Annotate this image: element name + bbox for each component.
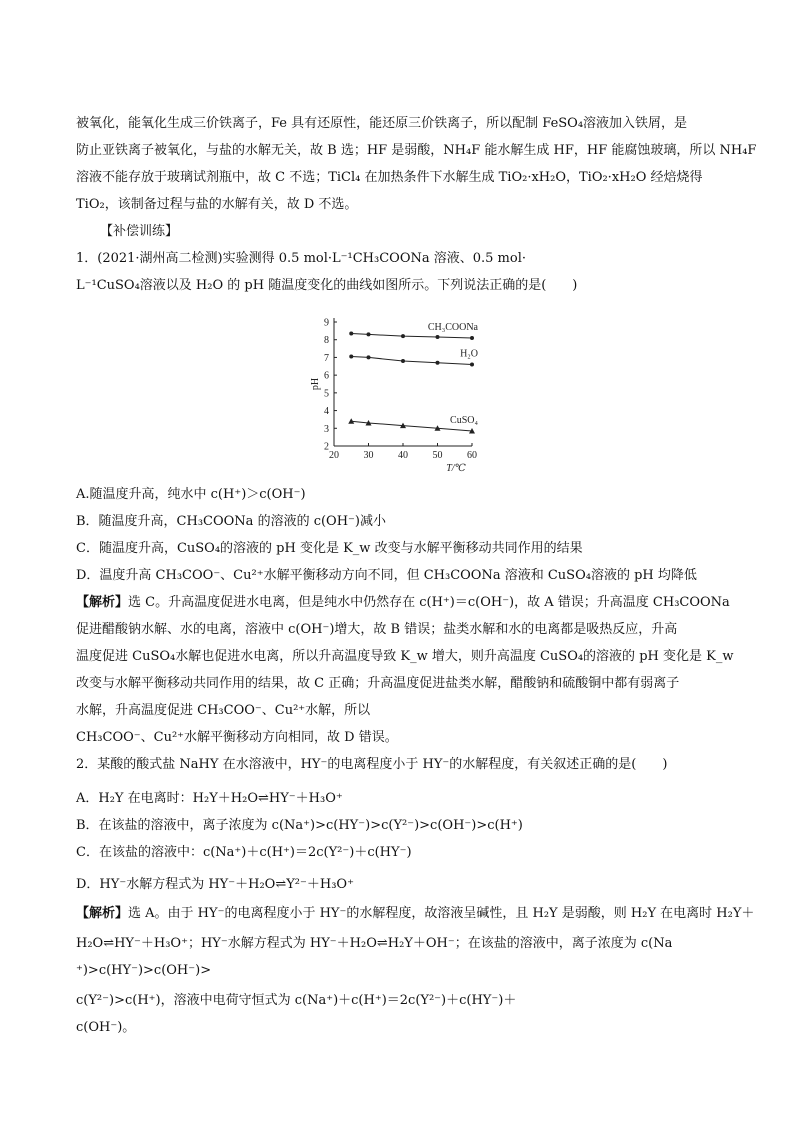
y-tick-label: 4	[324, 406, 329, 418]
analysis-label: 【解析】	[76, 906, 129, 921]
q2-option-c: C．在该盐的溶液中：c(Na⁺)＋c(H⁺)＝2c(Y²⁻)＋c(HY⁻)	[76, 845, 412, 860]
data-point	[367, 332, 371, 336]
x-tick-label: 20	[329, 450, 339, 461]
q1-option-a: A.随温度升高，纯水中 c(H⁺)＞c(OH⁻)	[76, 487, 306, 502]
y-tick-label: 9	[324, 317, 329, 329]
data-point	[436, 361, 440, 365]
x-tick-label: 30	[363, 450, 374, 461]
y-tick-label: 3	[324, 423, 329, 435]
q1-option-d: D．温度升高 CH₃COO⁻、Cu²⁺水解平衡移动方向不同，但 CH₃COONa 溶液和 CuSO₄溶液的 pH 均降低	[76, 568, 697, 583]
x-tick-label: 60	[467, 450, 477, 461]
series-label: CH₃COONa	[427, 321, 478, 333]
chart-svg	[300, 308, 500, 478]
intro-line: 被氧化，能氧化生成三价铁离子，Fe 具有还原性，能还原三价铁离子，所以配制 FeSO₄溶液加入铁屑，是	[76, 116, 688, 131]
intro-line: TiO₂，该制备过程与盐的水解有关，故 D 不选。	[76, 197, 358, 212]
q2-analysis-line: c(OH⁻)。	[76, 1020, 136, 1035]
data-point	[436, 335, 440, 339]
y-tick-label: 6	[324, 370, 329, 382]
q1-analysis-line: CH₃COO⁻、Cu²⁺水解平衡移动方向相同，故 D 错误。	[76, 730, 398, 745]
y-tick-label: 5	[324, 388, 329, 400]
q2-option-b: B．在该盐的溶液中，离子浓度为 c(Na⁺)>c(HY⁻)>c(Y²⁻)>c(OH⁻)>c(H⁺)	[76, 818, 523, 833]
analysis-text: 选 A。由于 HY⁻的电离程度小于 HY⁻的水解程度，故溶液呈碱性，且 H₂Y 是弱酸，则 H₂Y 在电离时 H₂Y＋	[128, 906, 755, 921]
analysis-text: 选 C。升高温度促进水电离，但是纯水中仍然存在 c(H⁺)＝c(OH⁻)，故 A 错误；升高温度 CH₃COONa	[128, 595, 730, 610]
x-tick-label: 40	[398, 450, 408, 461]
q1-analysis-line-1	[76, 594, 730, 612]
data-point	[470, 336, 474, 340]
q2-analysis-line: ⁺)>c(HY⁻)>c(OH⁻)>	[76, 963, 212, 978]
q2-option-d: D．HY⁻水解方程式为 HY⁻＋H₂O⇌Y²⁻＋H₃O⁺	[76, 877, 354, 892]
y-tick-label: 8	[324, 335, 329, 347]
x-tick-label: 50	[432, 450, 443, 461]
x-axis-label: T/℃	[446, 463, 466, 474]
data-point	[349, 355, 353, 359]
q1-analysis-line: 改变与水解平衡移动共同作用的结果，故 C 正确；升高温度促进盐类水解，醋酸钠和硫酸铜中都有弱离子	[76, 676, 680, 691]
series-label: H₂O	[460, 348, 478, 360]
q2-analysis-line-1	[76, 905, 754, 923]
data-point	[470, 363, 474, 367]
q2-analysis-line: c(Y²⁻)>c(H⁺)，溶液中电荷守恒式为 c(Na⁺)＋c(H⁺)＝2c(Y²⁻)＋c(HY⁻)＋	[76, 993, 517, 1008]
data-point	[401, 334, 405, 338]
ph-temperature-chart	[300, 308, 500, 478]
q1-option-c: C．随温度升高，CuSO₄的溶液的 pH 变化是 K_w 改变与水解平衡移动共同作用的结果	[76, 541, 583, 556]
y-tick-label: 7	[324, 352, 329, 364]
q2-analysis-line: H₂O⇌HY⁻＋H₃O⁺；HY⁻水解方程式为 HY⁻＋H₂O⇌H₂Y＋OH⁻；在该盐的溶液中，离子浓度为 c(Na	[76, 936, 673, 951]
section-heading: 【补偿训练】	[100, 224, 179, 239]
data-point	[367, 355, 371, 359]
series-label: CuSO₄	[450, 414, 478, 426]
intro-line: 防止亚铁离子被氧化，与盐的水解无关，故 B 选；HF 是弱酸，NH₄F 能水解生成 HF，HF 能腐蚀玻璃，所以 NH₄F	[76, 143, 757, 158]
q1-analysis-line: 水解，升高温度促进 CH₃COO⁻、Cu²⁺水解，所以	[76, 703, 371, 718]
q2-option-a: A．H₂Y 在电离时：H₂Y＋H₂O⇌HY⁻＋H₃O⁺	[76, 791, 343, 806]
q1-stem-line: L⁻¹CuSO₄溶液以及 H₂O 的 pH 随温度变化的曲线如图所示。下列说法正确的是( )	[76, 278, 578, 293]
y-tick-label: 2	[324, 441, 329, 453]
q1-analysis-line: 温度促进 CuSO₄水解也促进水电离，所以升高温度导致 K_w 增大，则升高温度 CuSO₄的溶液的 pH 变化是 K_w	[76, 649, 734, 664]
intro-line: 溶液不能存放于玻璃试剂瓶中，故 C 不选；TiCl₄ 在加热条件下水解生成 TiO₂·xH₂O，TiO₂·xH₂O 经焙烧得	[76, 170, 703, 185]
data-point	[401, 359, 405, 363]
y-axis-label: pH	[310, 377, 321, 391]
q1-option-b: B．随温度升高，CH₃COONa 的溶液的 c(OH⁻)减小	[76, 514, 386, 529]
q2-stem: 2．某酸的酸式盐 NaHY 在水溶液中，HY⁻的电离程度小于 HY⁻的水解程度，有关叙述正确的是( )	[76, 757, 668, 772]
analysis-label: 【解析】	[76, 595, 129, 610]
data-point	[349, 332, 353, 336]
q1-analysis-line: 促进醋酸钠水解、水的电离，溶液中 c(OH⁻)增大，故 B 错误；盐类水解和水的电离都是吸热反应，升高	[76, 622, 678, 637]
q1-stem-line: 1．(2021·湖州高二检测)实验测得 0.5 mol·L⁻¹CH₃COONa 溶液、0.5 mol·	[76, 251, 526, 266]
